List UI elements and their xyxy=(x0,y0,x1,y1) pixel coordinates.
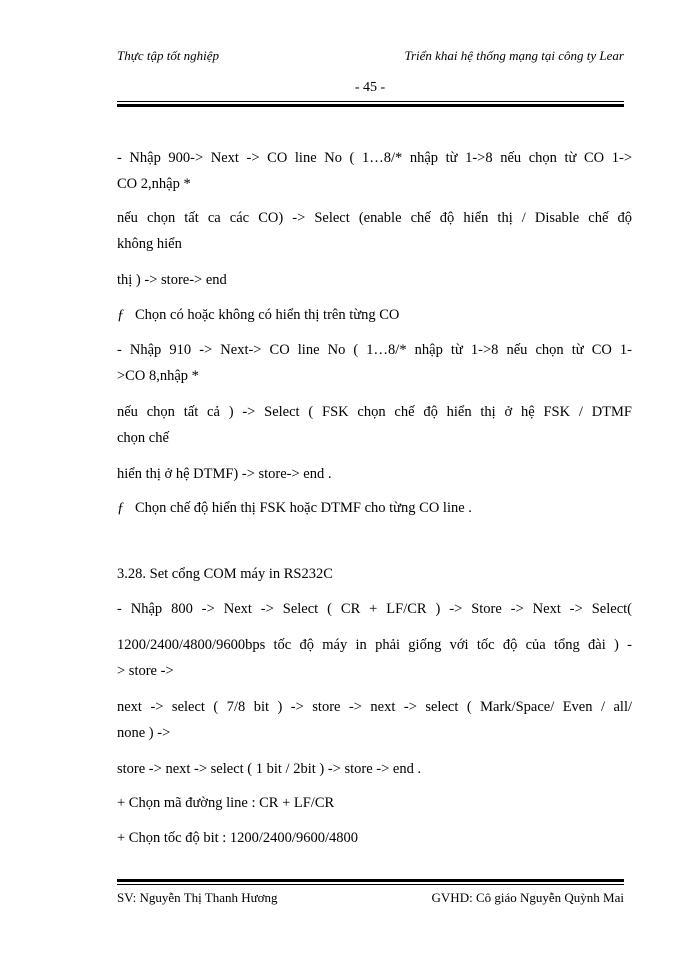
body-line: >CO 8,nhập * xyxy=(117,368,199,384)
footer-rule-thin xyxy=(117,884,624,885)
header-left-text: Thực tập tốt nghiệp xyxy=(117,48,220,63)
body-line: thị ) -> store-> end xyxy=(117,272,227,288)
body-line: - Nhập 900-> Next -> CO line No ( 1…8/* nhập từ 1->8 nếu chọn từ CO 1-> xyxy=(117,150,632,166)
bullet-line xyxy=(117,307,632,324)
body-line: + Chọn tốc độ bit : 1200/2400/9600/4800 xyxy=(117,830,358,846)
body-line: - Nhập 910 -> Next-> CO line No ( 1…8/* nhập từ 1->8 nếu chọn từ CO 1- xyxy=(117,342,632,358)
body-line: none ) -> xyxy=(117,725,171,741)
bullet-text: Chọn có hoặc không có hiển thị trên từng CO xyxy=(135,307,400,323)
body-line: + Chọn mã đường line : CR + LF/CR xyxy=(117,795,335,811)
bullet-text: Chọn chế độ hiển thị FSK hoặc DTMF cho từng CO line . xyxy=(135,500,472,516)
body-line: CO 2,nhập * xyxy=(117,176,191,192)
body-line: hiển thị ở hệ DTMF) -> store-> end . xyxy=(117,466,332,482)
header-right-text: Triển khai hệ thống mạng tại công ty Lear xyxy=(404,48,624,63)
body-line: > store -> xyxy=(117,663,174,679)
bullet-marker: ƒ xyxy=(117,500,125,516)
body-line: nếu chọn tất ca các CO) -> Select (enable chế độ hiển thị / Disable chế độ xyxy=(117,210,632,226)
bullet-line xyxy=(117,500,632,517)
body-line: next -> select ( 7/8 bit ) -> store -> next -> select ( Mark/Space/ Even / all/ xyxy=(117,699,632,715)
page-number: - 45 - xyxy=(354,80,386,95)
header-rule-thick xyxy=(117,104,624,107)
footer-left-text: SV: Nguyễn Thị Thanh Hương xyxy=(117,890,278,905)
body-line: nếu chọn tất cả ) -> Select ( FSK chọn chế độ hiển thị ở hệ FSK / DTMF xyxy=(117,404,632,420)
footer-rule-thick xyxy=(117,879,624,882)
section-title: 3.28. Set cổng COM máy in RS232C xyxy=(117,566,333,582)
body-line: store -> next -> select ( 1 bit / 2bit ) -> store -> end . xyxy=(117,761,422,777)
body-line: không hiển xyxy=(117,236,182,252)
body-line: - Nhập 800 -> Next -> Select ( CR + LF/CR ) -> Store -> Next -> Select( xyxy=(117,601,632,617)
bullet-marker: ƒ xyxy=(117,307,125,323)
header-rule-thin xyxy=(117,101,624,102)
footer-right-text: GVHD: Cô giáo Nguyễn Quỳnh Mai xyxy=(431,890,624,905)
body-line: 1200/2400/4800/9600bps tốc độ máy in phải giống với tốc độ của tổng đài ) - xyxy=(117,637,632,653)
body-line: chọn chế xyxy=(117,430,169,446)
